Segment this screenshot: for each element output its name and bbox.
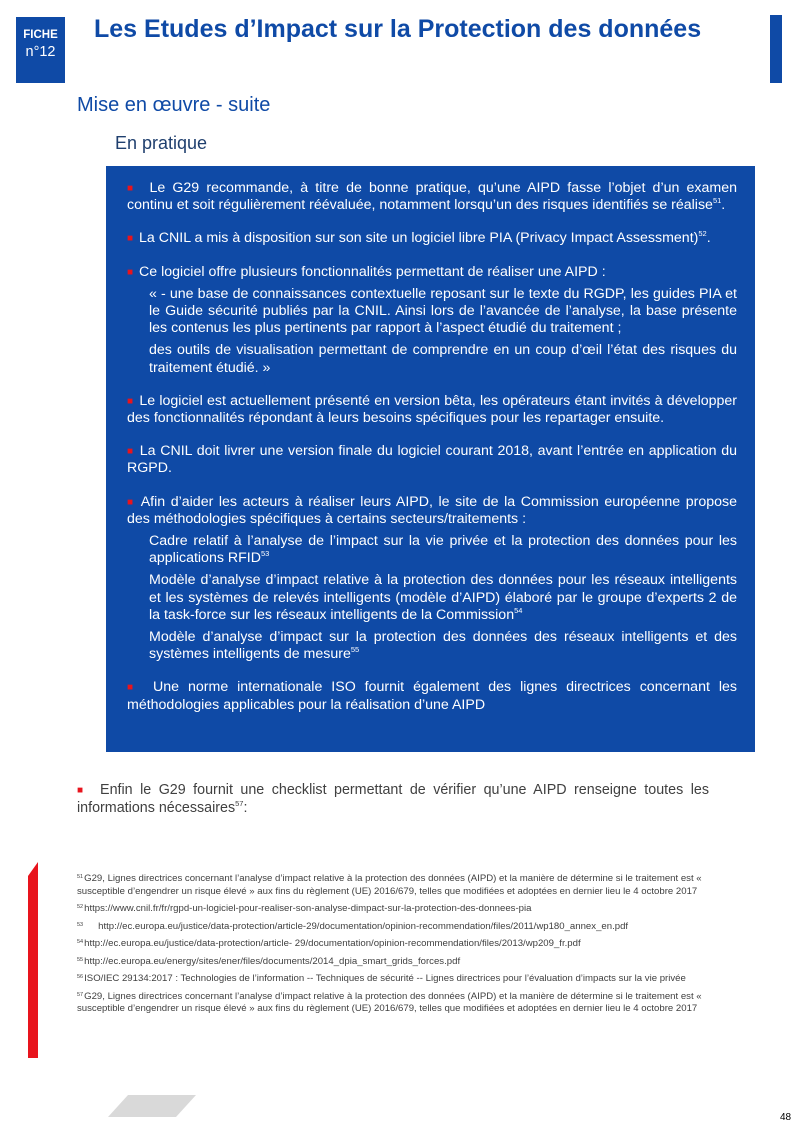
footnote-51: $^{51}$G29, Lignes directrices concernant l’analyse d’impact relative à la protection des données (AIPD) et la manière de détermine si le traitement est « susceptible d’engendrer un risque élevé » aux fins du règlement (UE) 2016/679, telles que modifiées et adoptées en dernier lieu le 4 octobre 2017: [77, 873, 702, 897]
page-number: 48: [780, 1112, 792, 1123]
bullet-icon: ■: [127, 183, 137, 194]
box-paragraph-3-item-1: « - une base de connaissances contextuelle reposant sur le texte du RGDP, les guides PIA et le Guide sécurité publiés par la CNIL. Ainsi lors de l’avancée de l’analyse, la base présente les contenus les plus pertinents par rapport à l’aspect étudié du traitement ;: [149, 285, 737, 337]
bullet-icon: ■: [127, 233, 134, 245]
red-accent-shape: [28, 862, 40, 1058]
box-paragraph-2-end: .: [706, 230, 711, 247]
box-paragraph-6-item-2-text: Modèle d’analyse d’impact relative à la protection des données pour les réseaux intelligents et les systèmes de relevés intelligents (modèle d’AIPD) élaboré par le groupe d’experts 2 de la task-force sur les réseaux intelligents de la Commission: [149, 572, 737, 623]
box-paragraph-4-text: Le logiciel est actuellement présenté en version bêta, les opérateurs étant invités à développer des fonctionnalités répondant à leurs besoins spécifiques pour les repartager ensuite.: [127, 392, 738, 427]
box-paragraph-5-text: La CNIL doit livrer une version finale du logiciel courant 2018, avant l’entrée en application du RGPD.: [127, 443, 737, 477]
box-paragraph-6-item-3: [149, 629, 737, 663]
checklist-paragraph-text: Enfin le G29 fournit une checklist permettant de vérifier qu’une AIPD renseigne toutes les informations nécessaires: [77, 782, 709, 816]
box-paragraph-6-item-3-text: Modèle d’analyse d’impact sur la protection des données des réseaux intelligents et des systèmes intelligents de mesure: [149, 629, 737, 663]
box-paragraph-1: [127, 180, 737, 214]
box-paragraph-4: [127, 393, 737, 427]
footnote-ref-51: 51: [712, 196, 722, 206]
footnote-55: $^{55}$http://ec.europa.eu/energy/sites/ener/files/documents/2014_dpia_smart_grids_forces.pdf: [77, 955, 461, 967]
checklist-paragraph-end: :: [243, 799, 248, 816]
box-paragraph-7-text: Une norme internationale ISO fournit également des lignes directrices concernant les méthodologies applicables pour la réalisation d’une AIPD: [127, 679, 737, 713]
bullet-icon: ■: [127, 395, 134, 407]
box-paragraph-1-text: Le G29 recommande, à titre de bonne pratique, qu’une AIPD fasse l’objet d’un examen continu et soit régulièrement réévaluée, notamment lorsqu’un des risques identifiés se réalise: [127, 180, 738, 214]
box-paragraph-6: [127, 494, 737, 528]
footnote-ref-54: 54: [514, 605, 523, 615]
footnote-ref-53: 53: [260, 549, 270, 559]
footnotes: [77, 873, 723, 1021]
box-paragraph-6-item-1-text: Cadre relatif à l’analyse de l’impact sur la vie privée et la protection des données pour les applications RFID: [149, 533, 737, 567]
footnote-53: $^{53}$ http://ec.europa.eu/justice/data-protection/article-29/documentation/opinion-recommendation/files/2011/wp180_annex_en.pdf: [77, 920, 629, 932]
grey-accent-shape: [108, 1095, 196, 1117]
footnote-56: $^{56}$ISO/IEC 29134:2017 : Technologies de l’information -- Techniques de sécurité -- Lignes directrices pour l’évaluation d’impacts sur la vie privée: [77, 973, 686, 984]
footnote-ref-52: 52: [698, 229, 707, 239]
box-paragraph-6-item-2: [149, 572, 737, 624]
footnote-ref-57: 57: [235, 798, 244, 808]
header-accent-bar: [770, 15, 782, 83]
footnote-52: $^{52}$https://www.cnil.fr/fr/rgpd-un-logiciel-pour-realiser-son-analyse-dimpact-sur-la-protection-des-donnees-pia: [77, 903, 532, 914]
document-title: Les Etudes d’Impact sur la Protection des données: [94, 15, 702, 43]
box-paragraph-2: [127, 230, 737, 247]
fiche-badge: [16, 17, 65, 83]
practice-box-content: [127, 180, 737, 714]
footnote-ref-55: 55: [350, 645, 360, 655]
box-paragraph-3-text: Ce logiciel offre plusieurs fonctionnalités permettant de réaliser une AIPD :: [139, 263, 606, 280]
box-paragraph-1-end: .: [721, 197, 726, 214]
bullet-icon: ■: [127, 496, 135, 508]
box-paragraph-5: [127, 443, 737, 477]
footnote-57: $^{57}$G29, Lignes directrices concernant l’analyse d’impact relative à la protection des données (AIPD) et la manière de détermine si le traitement est « susceptible d’engendrer un risque élevé » aux fins du règlement (UE) 2016/679, telles que modifiées et adoptées en dernier lieu le 4 octobre 2017: [77, 990, 702, 1014]
checklist-paragraph: [77, 782, 709, 817]
box-paragraph-7: [127, 679, 737, 713]
fiche-number: n°12: [25, 44, 56, 60]
practice-box: [106, 166, 755, 752]
bullet-icon: ■: [127, 266, 134, 278]
bullet-icon: ■: [77, 785, 87, 796]
bullet-icon: ■: [127, 682, 139, 694]
box-paragraph-6-text: Afin d’aider les acteurs à réaliser leurs AIPD, le site de la Commission européenne propose des méthodologies spécifiques à certains secteurs/traitements :: [127, 493, 737, 527]
fiche-label: FICHE: [23, 29, 58, 41]
box-paragraph-3: [127, 264, 737, 281]
section-title: Mise en œuvre - suite: [77, 94, 271, 116]
box-paragraph-6-item-1: [149, 533, 737, 567]
footnote-54: $^{54}$http://ec.europa.eu/justice/data-protection/article- 29/documentation/opinion-recommendation/files/2013/wp209_fr.pdf: [77, 938, 581, 949]
subsection-title: En pratique: [115, 133, 208, 153]
box-paragraph-3-item-2: des outils de visualisation permettant de comprendre en un coup d’œil l’état des risques du traitement étudié. »: [149, 342, 737, 376]
box-paragraph-2-text: La CNIL a mis à disposition sur son site un logiciel libre PIA (Privacy Impact Assessment): [139, 230, 699, 247]
bullet-icon: ■: [127, 446, 134, 458]
